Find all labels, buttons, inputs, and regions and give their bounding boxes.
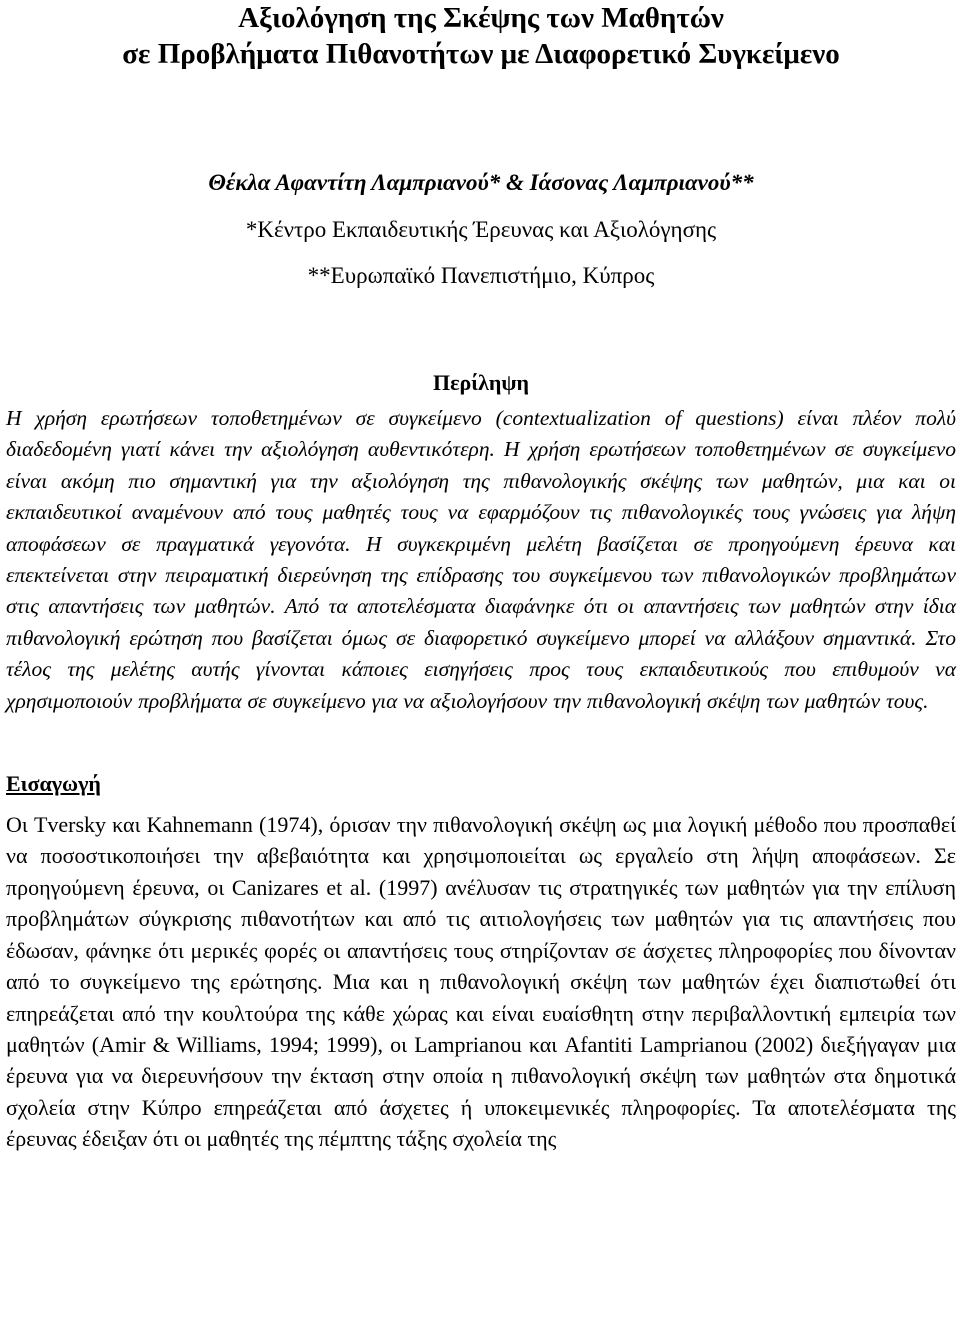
paper-title: [6, 0, 956, 72]
title-line-2: σε Προβλήματα Πιθανοτήτων με Διαφορετικό Συγκείμενο: [122, 38, 840, 70]
author-block: [6, 168, 956, 291]
abstract-heading: Περίληψη: [432, 370, 530, 395]
affiliation-1: *Κέντρο Εκπαιδευτικής Έρευνας και Αξιολόγησης: [245, 217, 717, 242]
title-line-1: Αξιολόγηση της Σκέψης των Μαθητών: [238, 2, 724, 34]
introduction-text: Οι Tversky και Kahnemann (1974), όρισαν την πιθανολογική σκέψη ως μια λογική μέθοδο που προσπαθεί να ποσοστικοποιήσει την αβεβαιότητα και χρησιμοποιείται ως εργαλείο στη λήψη αποφάσεων. Σε προηγούμενη έρευνα, οι Canizares et al. (1997) ανέλυσαν τις στρατηγικές των μαθητών για την επίλυση προβλημάτων σύγκρισης πιθανοτήτων και από τις αιτιολογήσεις των μαθητών για τις απαντήσεις που έδωσαν, φάνηκε ότι μερικές φορές οι απαντήσεις τους στηρίζονταν σε άσχετες πληροφορίες που δίνονταν από το συγκείμενο της ερώτησης. Μια και η πιθανολογική σκέψη των μαθητών έχει διαπιστωθεί ότι επηρεάζεται από την κουλτούρα της κάθε χώρας και είναι ευαίσθητη στην περιβαλλοντική εμπειρία των μαθητών (Amir & Williams, 1994; 1999), οι Lamprianou και Afantiti Lamprianou (2002) διεξήγαγαν μια έρευνα για να διερευνήσουν την έκταση στην οποία η πιθανολογική σκέψη των μαθητών στα δημοτικά σχολεία στην Κύπρο επηρεάζεται από άσχετες ή υποκειμενικές πληροφορίες. Τα αποτελέσματα της έρευνας έδειξαν ότι οι μαθητές της πέμπτης τάξης σχολεία της: [6, 812, 956, 1152]
abstract-text: Η χρήση ερωτήσεων τοποθετημένων σε συγκείμενο (contextualization of questions) είναι πλέον πολύ διαδεδομένη γιατί κάνει την αξιολόγηση αυθεντικότερη. Η χρήση ερωτήσεων τοποθετημένων σε συγκείμενο είναι ακόμη πιο σημαντική για την αξιολόγηση της πιθανολογικής σκέψης των μαθητών, μια και οι εκπαιδευτικοί αναμένουν από τους μαθητές τους να εφαρμόζουν τις πιθανολογικές τους γνώσεις για λήψη αποφάσεων σε πραγματικά γεγονότα. Η συγκεκριμένη μελέτη βασίζεται σε προηγούμενη έρευνα και επεκτείνεται στην πειραματική διερεύνηση της επίδρασης του συγκείμενου των πιθανολογικών προβλημάτων στις απαντήσεις των μαθητών. Από τα αποτελέσματα διαφάνηκε ότι οι απαντήσεις των μαθητών στην ίδια πιθανολογική ερώτηση που βασίζεται όμως σε διαφορετικό συγκείμενο μπορεί να αλλάξουν σημαντικά. Στο τέλος της μελέτης αυτής γίνονται κάποιες εισηγήσεις προς τους εκπαιδευτικούς που επιθυμούν να χρησιμοποιούν προβλήματα σε συγκείμενο για να αξιολογήσουν την πιθανολογική σκέψη των μαθητών τους.: [6, 406, 956, 713]
introduction-heading-text: Εισαγωγή: [6, 771, 101, 797]
author-names: Θέκλα Αφαντίτη Λαμπριανού* & Ιάσονας Λαμπριανού**: [208, 170, 754, 195]
affiliation-2: **Ευρωπαϊκό Πανεπιστήμιο, Κύπρος: [307, 263, 655, 288]
introduction-heading: [6, 769, 956, 799]
